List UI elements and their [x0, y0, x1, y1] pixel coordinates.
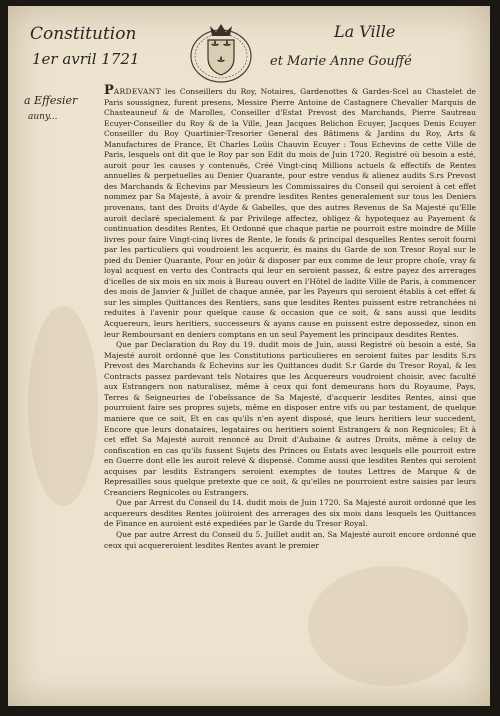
paragraph-text: les Conseillers du Roy, Notaires, Gardenottes & Gardes-Scel au Chastelet de Paris soussignez, furent presens, Messire Pierre Antoine de Castagnere Chevalier Marquis de Chasteauneuf & de Marolles, Conseiller d'Estat Prevost des Marchands, Pierre Sautreau Ecuyer-Conseiller du Roy & de la Ville, Jean Jacques Belichon Ecuyer, Jacques Denis Ecuyer Conseiller du Roy Quartinier-Tresorier General des Bâtimens & Jardins du Roy, Arts & Manufactures de France, Et Charles Loüis Chauvin Ecuyer : Tous Echevins de cette Ville de Paris, lesquels ont dit que le Roy par son Edit du mois de Juin 1720. Registré où besoin a esté, auroit pour les causes y contenuës, Créé Vingt-cinq Millions actuels & effectifs de Rentes annuelles & perpetuelles au Denier Quarante, pour estre vendus & alienez audits S.rs Prevost des Marchands & Echevins par Messieurs les Commissaires du Conseil qui seroient à cet effet nommez par Sa Majesté, à avoir & prendre lesdites Rentes generalement sur tous les Deniers provenans, tant des Droits d'Ayde & Gabelles, que des autres Revenus de Sa Majesté qu'Elle auroit declaré specialement & par Privilege affectez, obligez & hypotequez au Payement & continuation desdites Rentes, Et Ordonné que chaque partie ne pourroit estre moindre de Mille livres pour faire Vingt-cinq livres de Rente, le fonds & principal desquelles Rentes seroit fourni par les particuliers qui voudroient les acquerir, ès mains du Garde de son Tresor Royal sur le pied du Denier Quarante, Pour en joüir & disposer par eux comme de leur propre choſe, vray & loyal acquest en vertu des Contracts qui leur en seroient passez, & estre payez des arrerages d'icelles de six mois en six mois à Bureau ouvert en l'Hôtel de ladite Ville de Paris, à commencer des mois de Janvier & Juillet de chaque année, par les Payeurs qui seroient établis à cet effet & sur les simples Quittances des Rentiers, sans que lesdites Rentes puissent estre retranchées ni reduites à l'avenir pour quelque cause & occasion que ce soit, & sans aussi que lesdits Acquereurs, leurs heritiers, successeurs & ayans cause en puissent estre depossedez, sinon en leur Remboursant en deniers comptans en un seul Payement les principaux desdites Rentes.	[104, 87, 476, 339]
paragraph-1	[104, 83, 476, 340]
paper-stain	[308, 566, 468, 686]
document-body	[104, 83, 476, 551]
document-page	[8, 6, 490, 706]
margin-note-2: auny...	[28, 112, 58, 122]
lead-word: ARDEVANT	[113, 87, 161, 96]
royal-crest-icon	[180, 18, 262, 88]
annotation-party-1: La Ville	[334, 22, 396, 41]
annotation-party-2: et Marie Anne Gouffé	[270, 54, 412, 69]
paragraph-3: Que par Arrest du Conseil du 14. dudit mois de Juin 1720. Sa Majesté auroit ordonné que les acquereurs desdites Rentes joüiroient des arrerages des six mois dans lesquels les Quittances de Finance en auroient esté expediées par le Garde du Tresor Royal.	[104, 498, 476, 529]
annotation-date: 1er avril 1721	[32, 50, 140, 68]
annotation-title: Constitution	[30, 24, 137, 44]
paper-stain	[28, 306, 98, 506]
drop-cap: P	[104, 83, 114, 98]
margin-note-1: a Effesier	[24, 94, 78, 107]
paragraph-4: Que par autre Arrest du Conseil du 5. Juillet audit an, Sa Majesté auroit encore ordonné que ceux qui acquereroient lesdites Rentes avant le premier	[104, 529, 476, 550]
paragraph-2: Que par Declaration du Roy du 19. dudit mois de Juin, aussi Registré où besoin a esté, Sa Majesté auroit ordonné que les Constitutions particulieres en seroient faites par lesdits S.rs Prevost des Marchands & Echevins sur les Quittances dudit S.r Garde du Tresor Royal, & les Contracts passez pardevant tels Notaires que les Acquereurs voudroient choisir, avec faculté aux Estrangers non naturalisez, même à ceux qui font demeurans hors du Royaume, Pays, Terres & Seigneuries de l'obeïssance de Sa Majesté, d'acquerir lesdites Rentes, ainsi que pourroient faire ses propres sujets, même en disposer entre vifs ou par testament, de quelque maniere que ce soit, Et en cas qu'ils n'en ayent disposé, que leurs heritiers leur succedent, Encore que leurs donataires, legataires ou heritiers soient Estrangers & non Regnicoles; Et à cet effet Sa Majesté auroit renoncé au Droit d'Aubaine & autres Droits, même à celuy de confiscation en cas qu'ils fussent Sujets des Princes ou Estats avec lesquels elle pourroit estre en Guerre dont elle les auroit relevé & dispensé. Comme aussi que lesdites Rentes qui seroient acquises par lesdits Estrangers seroient exemptes de toutes Lettres de Marque & de Represailles sous quelque pretexte que ce soit, & qu'elles ne pourroient estre saisies par leurs Creanciers Regnicoles ou Estrangers.	[104, 340, 476, 497]
